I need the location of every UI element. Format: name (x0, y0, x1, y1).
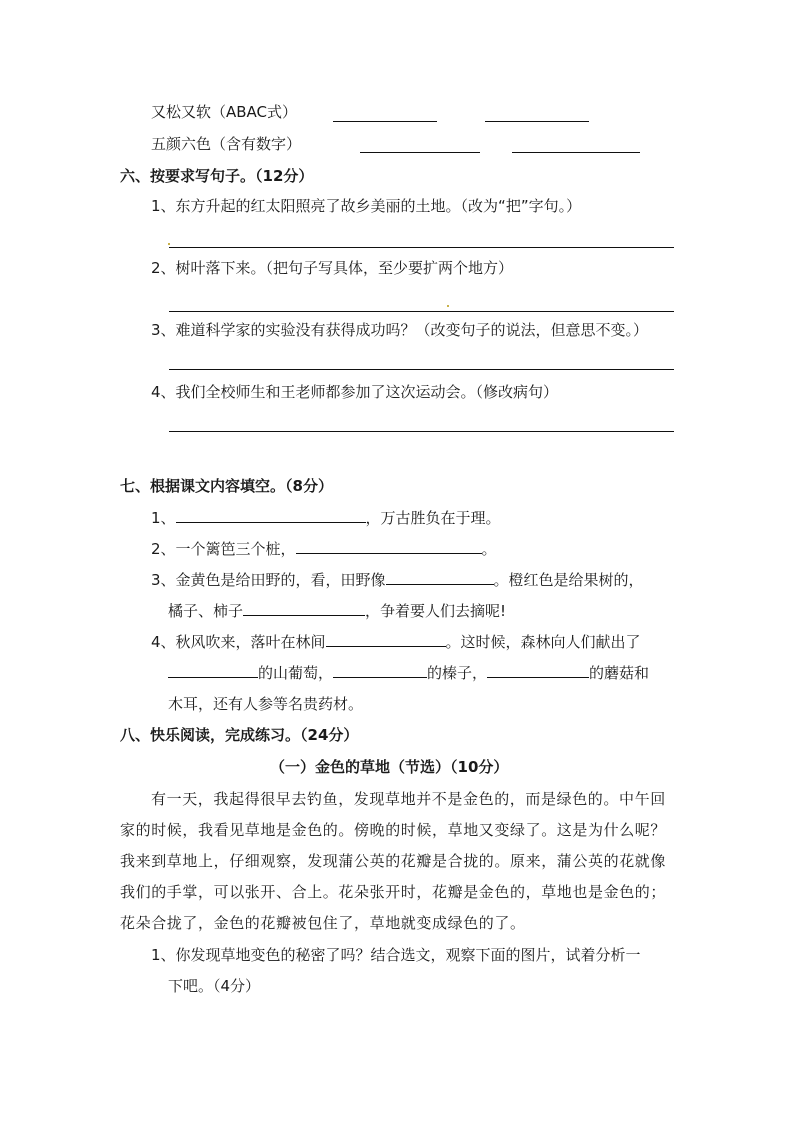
fill-item-4-seg2: 的榛子， (427, 664, 488, 682)
fill-item-3-suffix: 。橙红色是给果树的， (493, 571, 644, 589)
section6-heading: 六、按要求写句子。（12分） (120, 167, 314, 185)
answer-line-4[interactable] (169, 431, 674, 432)
question-1-line-2: 下吧。（4分） (168, 977, 261, 995)
fill-item-3-prefix: 3、金黄色是给田野的，看，田野像 (151, 571, 386, 589)
fill-item-3-line2 (168, 601, 506, 621)
fill-item-4-suffix: 。这时候，森林向人们献出了 (445, 633, 641, 651)
fill-item-2-prefix: 2、一个篱笆三个桩， (151, 540, 296, 558)
fill-item-4-line2 (168, 663, 649, 683)
passage-line-5: 花朵合拢了，金色的花瓣被包住了，草地就变成绿色的了。 (120, 914, 526, 932)
idiom-row-1-blank-a[interactable] (333, 121, 437, 122)
answer-line-2[interactable] (169, 311, 674, 312)
idiom-row-2-blank-a[interactable] (360, 152, 480, 153)
fill-item-3-line2-prefix: 橘子、柿子 (168, 602, 244, 620)
section6-item-2: 2、树叶落下来。（把句子写具体，至少要扩两个地方） (151, 259, 514, 277)
fill-item-4-seg3: 的蘑菇和 (589, 664, 650, 682)
fill-blank-6[interactable] (168, 663, 258, 678)
answer-line-3[interactable] (169, 369, 674, 370)
fill-item-1 (151, 508, 501, 528)
idiom-row-1-blank-b[interactable] (485, 121, 589, 122)
fill-blank-5[interactable] (326, 632, 446, 647)
fill-item-3-line2-suffix: ，争着要人们去摘呢! (365, 602, 507, 620)
fill-item-1-suffix: ，万古胜负在于理。 (365, 509, 501, 527)
fill-item-2-suffix: 。 (481, 540, 497, 558)
passage-line-3: 我来到草地上，仔细观察，发现蒲公英的花瓣是合拢的。原来，蒲公英的花就像 (120, 852, 667, 870)
section6-item-4: 4、我们全校师生和王老师都参加了这次运动会。（修改病句） (151, 383, 559, 401)
fill-blank-4[interactable] (243, 601, 365, 616)
passage-line-4: 我们的手掌，可以张开、合上。花朵张开时，花瓣是金色的，草地也是金色的； (120, 883, 667, 901)
section7-heading: 七、根据课文内容填空。（8分） (120, 477, 333, 495)
fill-blank-3[interactable] (386, 570, 494, 585)
fill-item-4-prefix: 4、秋风吹来，落叶在林间 (151, 633, 326, 651)
passage-line-2: 家的时候，我看见草地是金色的。傍晚的时候，草地又变绿了。这是为什么呢？ (120, 821, 667, 839)
section6-item-1: 1、东方升起的红太阳照亮了故乡美丽的土地。（改为“把”字句。） (151, 197, 582, 215)
idiom-row-1-label: 又松又软（ABAC式） (151, 103, 298, 121)
fill-item-4 (151, 632, 641, 652)
section6-item-3: 3、难道科学家的实验没有获得成功吗？（改变句子的说法，但意思不变。） (151, 321, 649, 339)
passage-title: （一）金色的草地（节选）（10分） (270, 758, 509, 776)
fill-item-3 (151, 570, 644, 590)
answer-line-1[interactable] (169, 247, 674, 248)
scan-speck (447, 305, 449, 307)
idiom-row-2-blank-b[interactable] (512, 152, 640, 153)
fill-blank-7[interactable] (333, 663, 427, 678)
fill-item-1-prefix: 1、 (151, 509, 176, 527)
fill-item-4-seg1: 的山葡萄， (258, 664, 334, 682)
passage-line-1: 有一天，我起得很早去钓鱼，发现草地并不是金色的，而是绿色的。中午回 (151, 790, 666, 808)
fill-item-4-line3: 木耳，还有人参等名贵药材。 (168, 695, 364, 713)
question-1-line-1: 1、你发现草地变色的秘密了吗？结合选文，观察下面的图片，试着分析一 (151, 946, 641, 964)
idiom-row-2-label: 五颜六色（含有数字） (151, 135, 302, 153)
fill-blank-8[interactable] (487, 663, 589, 678)
fill-item-2 (151, 539, 497, 559)
fill-blank-2[interactable] (296, 539, 482, 554)
section8-heading: 八、快乐阅读，完成练习。（24分） (120, 726, 359, 744)
fill-blank-1[interactable] (176, 508, 366, 523)
scan-speck (168, 243, 170, 245)
